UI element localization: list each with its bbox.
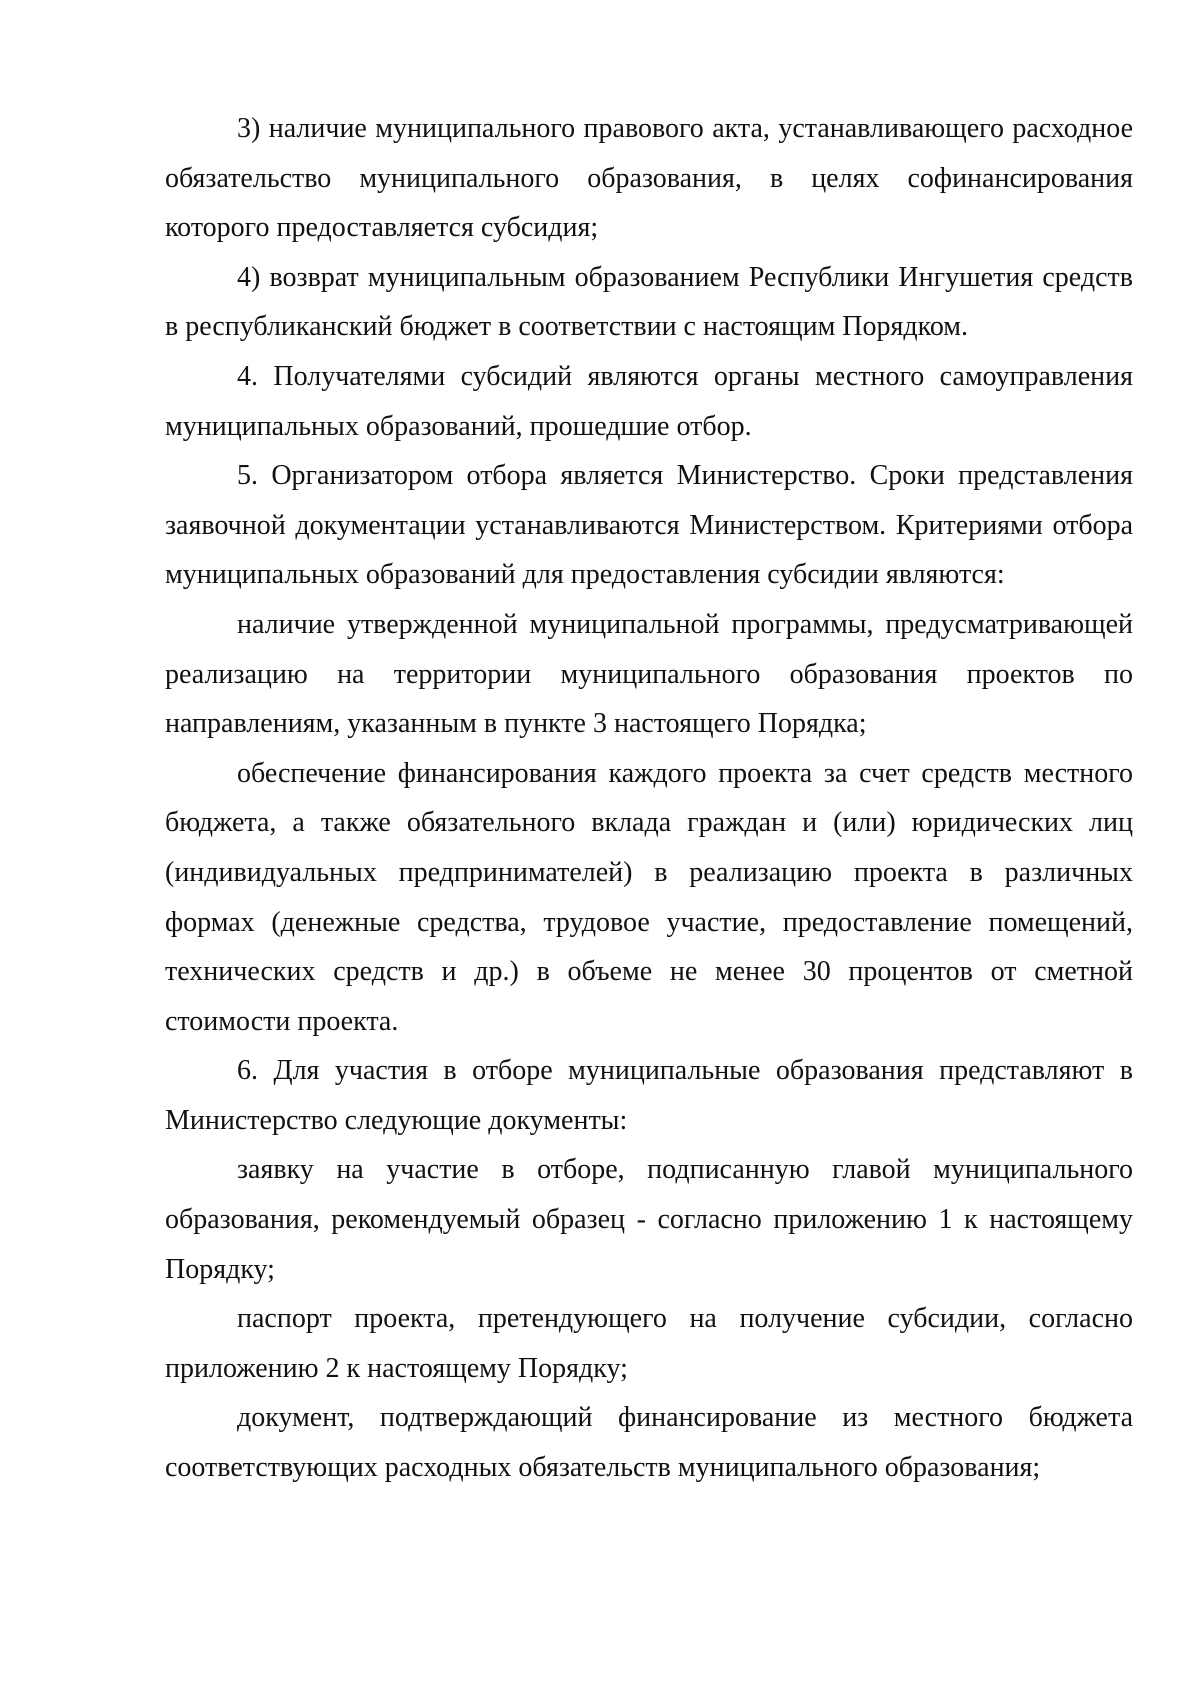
paragraph-criterion-program: наличие утвержденной муниципальной программы, предусматривающей реализацию на территории муниципального образования проектов по направлениям, указанным в пункте 3 настоящего Порядка;: [165, 608, 1133, 740]
paragraph-clause-6-documents: 6. Для участия в отборе муниципальные образования представляют в Министерство следующие документы:: [165, 1055, 1133, 1136]
paragraph-clause-4-recipients: 4. Получателями субсидий являются органы местного самоуправления муниципальных образований, прошедшие отбор.: [165, 360, 1133, 442]
paragraph-doc-budget-confirmation: документ, подтверждающий финансирование из местного бюджета соответствующих расходных обязательств муниципального образования;: [165, 1402, 1133, 1484]
paragraph-clause-5-organizer: 5. Организатором отбора является Министерство. Сроки представления заявочной документации устанавливаются Министерством. Критериями отбора муниципальных образований для предоставления субсидии являются:: [165, 460, 1133, 591]
paragraph-item-4-return: 4) возврат муниципальным образованием Республики Ингушетия средств в республиканский бюджет в соответствии с настоящим Порядком.: [165, 261, 1133, 343]
paragraph-criterion-financing: обеспечение финансирования каждого проекта за счет средств местного бюджета, а также обязательного вклада граждан и (или) юридических лиц (индивидуальных предпринимателей) в реализацию проекта в различных формах (денежные средства, трудовое участие, предоставление помещений, технических средств и др.) в объеме не менее 30 процентов от сметной стоимости проекта.: [165, 757, 1133, 1037]
paragraph-doc-application: заявку на участие в отборе, подписанную главой муниципального образования, рекомендуемый образец - согласно приложению 1 к настоящему Порядку;: [165, 1154, 1133, 1285]
document-body: [165, 104, 1133, 1493]
paragraph-item-3-act: 3) наличие муниципального правового акта, устанавливающего расходное обязательство муниципального образования, в целях софинансирования которого предоставляется субсидия;: [165, 113, 1133, 244]
paragraph-doc-passport: паспорт проекта, претендующего на получение субсидии, согласно приложению 2 к настоящему Порядку;: [165, 1303, 1133, 1384]
